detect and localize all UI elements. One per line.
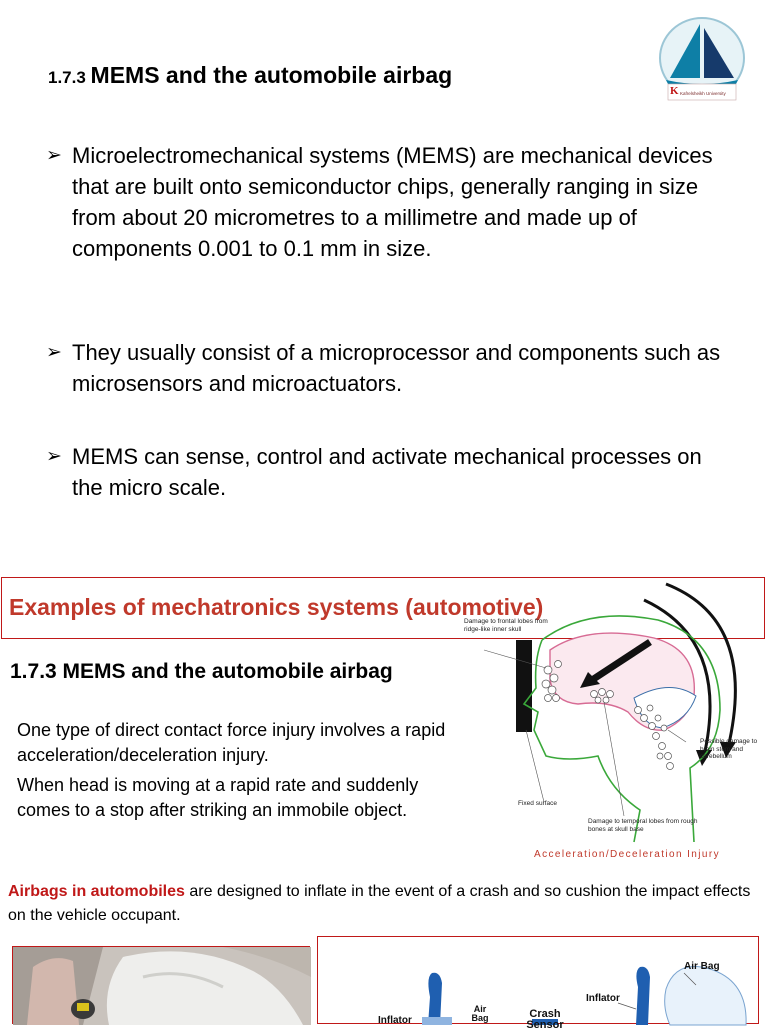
label-airbag-left: Air Bag <box>471 1004 489 1023</box>
slide1-title-text: MEMS and the automobile airbag <box>90 62 453 88</box>
logo-text: Kafrelsheikh University <box>680 91 726 96</box>
label-fixed-surface: Fixed surface <box>518 800 558 807</box>
slide2-subtitle: 1.7.3 MEMS and the automobile airbag <box>10 660 393 683</box>
airbag-system-diagram <box>317 936 759 1031</box>
bullet-item <box>46 337 736 399</box>
label-inflator-left: Inflator <box>378 1015 412 1026</box>
slide1-title-number: 1.7.3 <box>48 68 86 87</box>
label-brainstem-damage: Possible damage to brain stem and cerebellum <box>700 738 758 760</box>
bullet-text: They usually consist of a microprocessor and components such as microsensors and microactuators. <box>72 340 721 396</box>
bullet-text: Microelectromechanical systems (MEMS) are mechanical devices that are built onto semiconductor chips, generally ranging in size from about 20 micrometres to a millimetre and made up of components 0.001 to 0.1 mm in size. <box>72 143 713 261</box>
bullet-item <box>46 140 736 264</box>
logo-letter: K <box>670 85 679 97</box>
airbag-description-text: are designed to inflate in the event of a crash and so cushion the impact effects on the vehicle occupant. <box>8 883 751 924</box>
crash-test-photo <box>12 946 310 1024</box>
label-crash-sensor: Crash Sensor <box>526 1008 564 1031</box>
label-inflator-right: Inflator <box>586 993 620 1004</box>
slide2-banner-title: Examples of mechatronics systems (automotive) <box>9 594 544 620</box>
bullet-item <box>46 441 736 503</box>
head-injury-diagram <box>458 580 768 865</box>
injury-paragraph: When head is moving at a rapid rate and suddenly comes to a stop after striking an immobile object. <box>17 775 419 820</box>
slide1-title <box>48 62 452 89</box>
airbag-highlight: Airbags in automobiles <box>8 883 185 900</box>
diagram-caption: Acceleration/Deceleration Injury <box>534 849 720 860</box>
label-airbag-right: Air Bag <box>684 961 720 972</box>
arrow-bullet-icon: ➢ <box>46 446 62 467</box>
arrow-bullet-icon: ➢ <box>46 342 62 363</box>
airbag-description <box>8 880 760 928</box>
injury-paragraph: One type of direct contact force injury involves a rapid acceleration/deceleration injury. <box>17 720 446 765</box>
arrow-bullet-icon: ➢ <box>46 145 62 166</box>
label-temporal-damage: Damage to temporal lobes from rough bones at skull base <box>588 818 698 833</box>
bullet-text: MEMS can sense, control and activate mechanical processes on the micro scale. <box>72 444 702 500</box>
label-frontal-damage: Damage to frontal lobes from ridge-like inner skull <box>464 618 548 633</box>
university-logo <box>656 14 748 104</box>
